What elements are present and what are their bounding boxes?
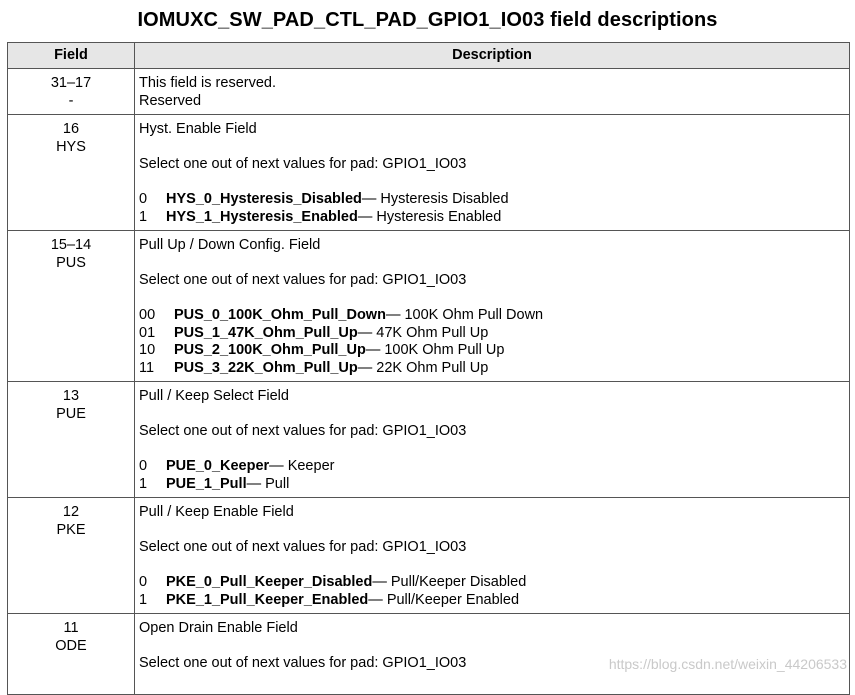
description-line: Open Drain Enable Field [139,620,298,636]
description-line: Pull Up / Down Config. Field [139,237,321,253]
value-code: 10 [139,342,156,358]
value-code: 01 [139,324,156,341]
value-item [139,209,845,227]
value-desc: — Pull [246,475,290,492]
description-line: Select one out of next values for pad: GPIO1_IO03 [139,539,467,555]
value-name: HYS_1_Hysteresis_Enabled [166,208,358,225]
field-cell [8,231,135,382]
value-item [139,360,845,378]
description-line: Select one out of next values for pad: GPIO1_IO03 [139,423,467,439]
value-code: 1 [139,591,148,608]
field-bits: 12 [62,504,80,520]
value-name: PKE_0_Pull_Keeper_Disabled [166,574,373,590]
field-cell [8,382,135,498]
header-description: Description [135,43,850,69]
value-desc: — 22K Ohm Pull Up [357,359,489,376]
value-code: 1 [139,475,148,492]
value-code: 0 [139,458,148,474]
field-name: PKE [56,521,86,538]
description-cell [135,69,850,115]
value-item [139,476,845,494]
page-title: IOMUXC_SW_PAD_CTL_PAD_GPIO1_IO03 field descriptions [137,9,718,31]
description-cell [135,231,850,382]
value-name: PUS_1_47K_Ohm_Pull_Up [174,324,358,341]
value-code: 11 [139,359,155,376]
value-name: PUS_0_100K_Ohm_Pull_Down [174,307,386,323]
value-name: PUS_3_22K_Ohm_Pull_Up [174,359,358,376]
field-bits: 13 [62,388,80,404]
field-descriptions-table [7,42,850,695]
field-cell [8,69,135,115]
value-desc: — Hysteresis Disabled [361,191,509,207]
table-row [8,382,850,498]
value-name: HYS_0_Hysteresis_Disabled [166,191,362,207]
description-line: Select one out of next values for pad: GPIO1_IO03 [139,655,467,671]
value-desc: — Pull/Keeper Enabled [368,591,520,608]
value-desc: — Keeper [269,458,335,474]
field-cell [8,115,135,231]
value-item [139,342,845,360]
value-desc: — 100K Ohm Pull Up [365,342,505,358]
value-desc: — Hysteresis Enabled [357,208,502,225]
description-cell [135,382,850,498]
description-line: Reserved [139,92,202,109]
table-row [8,115,850,231]
value-item [139,592,845,610]
field-bits: 11 [63,620,79,636]
field-name: HYS [56,138,86,155]
value-code: 0 [139,191,148,207]
value-item [139,325,845,343]
field-cell [8,498,135,614]
value-name: PUS_2_100K_Ohm_Pull_Up [174,342,366,358]
field-name: PUS [56,254,86,271]
field-name: PUE [56,405,86,422]
description-cell [135,115,850,231]
field-bits: 31–17 [50,75,92,91]
value-code: 00 [139,307,156,323]
value-item [139,307,845,325]
description-cell [135,498,850,614]
table-header-row [8,43,850,69]
description-line: This field is reserved. [139,75,276,91]
value-desc: — Pull/Keeper Disabled [372,574,527,590]
value-code: 0 [139,574,148,590]
value-item [139,574,845,592]
field-bits: 15–14 [50,237,92,253]
description-line: Pull / Keep Select Field [139,388,289,404]
description-cell [135,614,850,695]
value-desc: — 47K Ohm Pull Up [357,324,489,341]
table-row [8,614,850,695]
description-line: Select one out of next values for pad: GPIO1_IO03 [139,156,467,172]
description-line: Pull / Keep Enable Field [139,504,294,520]
field-name: ODE [55,637,87,654]
value-item [139,191,845,209]
value-name: PUE_0_Keeper [166,458,270,474]
description-line: Hyst. Enable Field [139,121,257,137]
table-row [8,69,850,115]
field-cell [8,614,135,695]
field-bits: 16 [62,121,80,137]
value-code: 1 [139,208,148,225]
field-name: - [68,92,74,109]
description-line: Select one out of next values for pad: GPIO1_IO03 [139,272,467,288]
watermark-url: https://blog.csdn.net/weixin_44206533 [608,656,847,672]
value-name: PKE_1_Pull_Keeper_Enabled [166,591,369,608]
table-row [8,498,850,614]
value-item [139,458,845,476]
table-row [8,231,850,382]
value-name: PUE_1_Pull [166,475,247,492]
header-field: Field [8,43,135,69]
value-desc: — 100K Ohm Pull Down [385,307,544,323]
